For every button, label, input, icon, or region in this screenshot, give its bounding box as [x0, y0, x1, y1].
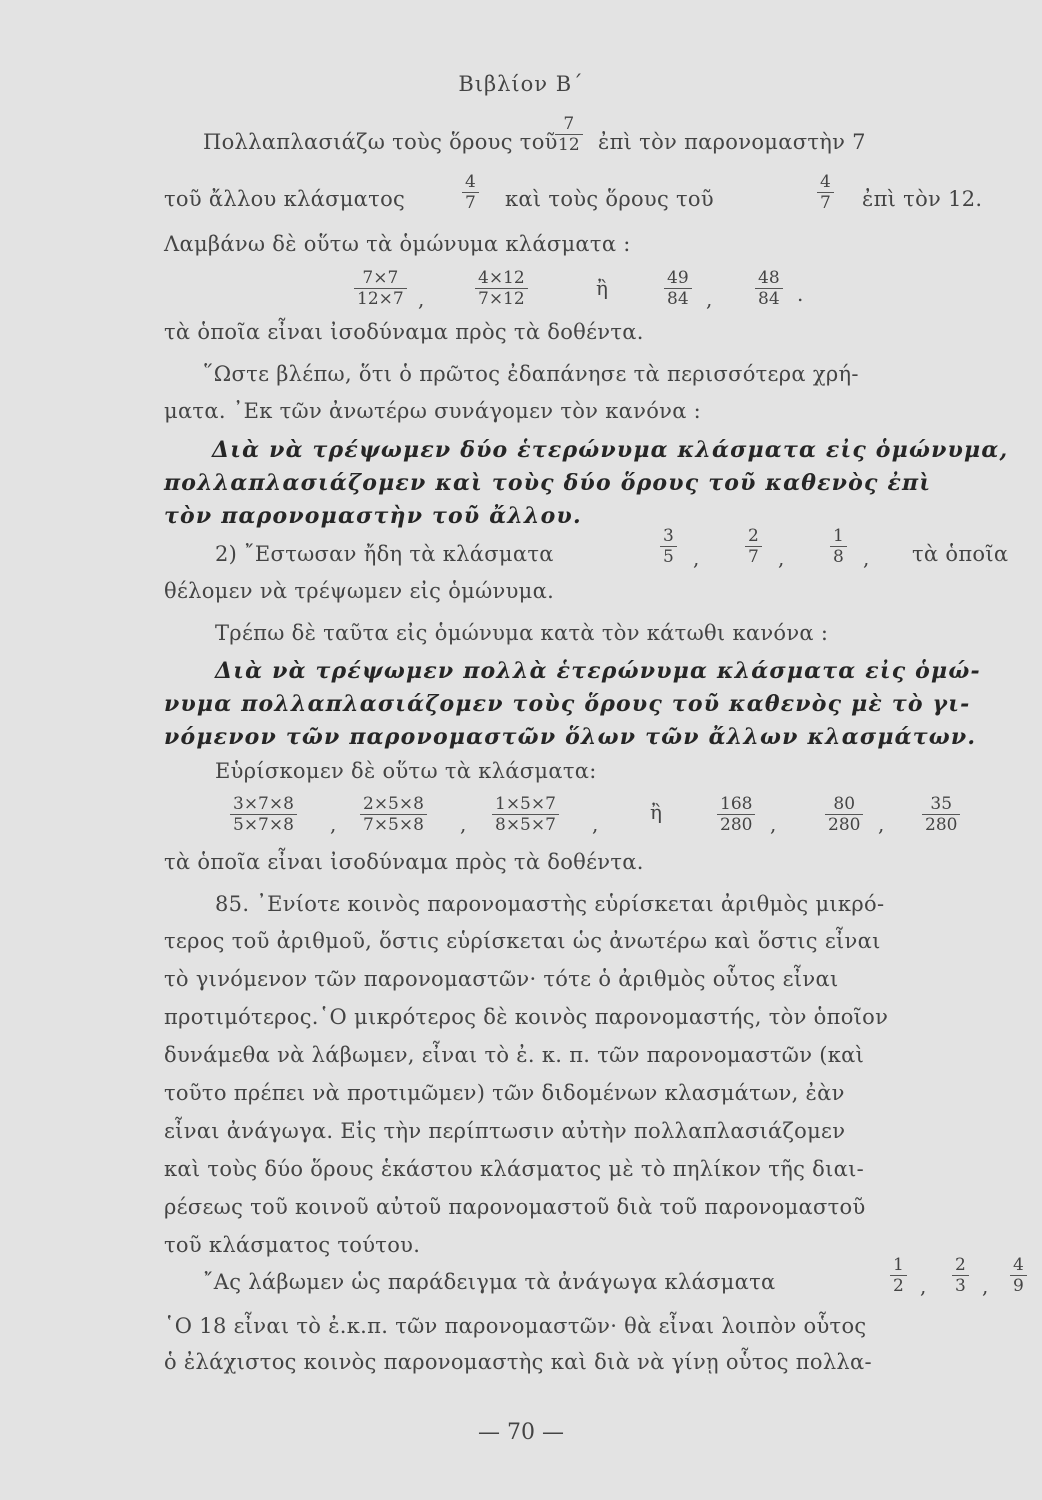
comma: ,: [878, 812, 885, 836]
text-line: τὰ ὁποῖα εἶναι ἰσοδύναμα πρὸς τὰ δοθέντα.: [164, 850, 644, 874]
text-line: τὰ ὁποῖα: [912, 542, 1009, 566]
paragraph-line: τὸ γινόμενον τῶν παρονομαστῶν· τότε ὁ ἀριθμὸς οὗτος εἶναι: [164, 967, 839, 991]
paragraph-line: 85. ᾽Ενίοτε κοινὸς παρονομαστὴς εὑρίσκεται ἀριθμὸς μικρό-: [215, 892, 885, 916]
fraction: $\frac{2}{3}$: [952, 1255, 969, 1296]
text-line: τοῦ ἄλλου κλάσματος: [164, 187, 406, 211]
or-symbol: ἢ: [650, 800, 662, 824]
comma: ,: [770, 812, 777, 836]
fraction: $\frac{2\times 5\times 8}{7\times 5\times 8}$: [360, 794, 427, 835]
text-line: ἐπὶ τὸν 12.: [862, 187, 983, 211]
comma: ,: [330, 812, 337, 836]
comma: ,: [863, 546, 870, 570]
fraction: $\frac{2}{7}$: [745, 526, 762, 567]
paragraph-line: προτιμότερος.῾Ο μικρότερος δὲ κοινὸς παρονομαστής, τὸν ὁποῖον: [164, 1005, 889, 1029]
text-line: Λαμβάνω δὲ οὕτω τὰ ὁμώνυμα κλάσματα :: [164, 232, 631, 256]
fraction: $\frac{1}{8}$: [830, 526, 847, 567]
fraction: $\frac{4}{7}$: [817, 172, 834, 213]
text-line: ἐπὶ τὸν παρονομαστὴν 7: [598, 130, 866, 154]
fraction: $\frac{168}{280}$: [717, 794, 755, 835]
fraction: $\frac{4}{9}$: [1010, 1255, 1027, 1296]
fraction: $\frac{49}{84}$: [664, 268, 692, 309]
or-symbol: ἢ: [596, 276, 608, 300]
comma: ,: [982, 1274, 989, 1298]
text-line: θέλομεν νὰ τρέψωμεν εἰς ὁμώνυμα.: [164, 579, 555, 603]
fraction: $\frac{3}{5}$: [660, 526, 677, 567]
text-line: 2) ῎Εστωσαν ἤδη τὰ κλάσματα: [215, 542, 554, 566]
fraction: $\frac{4\times 12}{7\times 12}$: [475, 268, 528, 309]
text-line: ῞Ωστε βλέπω, ὅτι ὁ πρῶτος ἐδαπάνησε τὰ περισσότερα χρή-: [203, 362, 859, 386]
rule-text: νόμενον τῶν παρονομαστῶν ὅλων τῶν ἄλλων κλασμάτων.: [164, 724, 977, 750]
paragraph-line: τερος τοῦ ἀριθμοῦ, ὅστις εὑρίσκεται ὡς ἀνωτέρω καὶ ὅστις εἶναι: [164, 929, 881, 953]
text-line: Τρέπω δὲ ταῦτα εἰς ὁμώνυμα κατὰ τὸν κάτωθι κανόνα :: [215, 621, 829, 645]
comma: ,: [460, 812, 467, 836]
paragraph-line: εἶναι ἀνάγωγα. Εἰς τὴν περίπτωσιν αὐτὴν πολλαπλασιάζομεν: [164, 1119, 846, 1143]
text-line: ματα. ᾽Εκ τῶν ἀνωτέρω συνάγομεν τὸν κανόνα :: [164, 399, 702, 423]
page-header: Βιβλίον Β΄: [458, 72, 584, 96]
paragraph-line: τοῦ κλάσματος τούτου.: [164, 1233, 421, 1257]
paragraph-line: τοῦτο πρέπει νὰ προτιμῶμεν) τῶν διδομένων κλασμάτων, ἐὰν: [164, 1081, 845, 1105]
fraction: $\frac{7\times 7}{12\times 7}$: [354, 268, 407, 309]
rule-text: πολλαπλασιάζομεν καὶ τοὺς δύο ὅρους τοῦ καθενὸς ἐπὶ: [164, 470, 932, 496]
text-line: καὶ τοὺς ὅρους τοῦ: [505, 187, 714, 211]
rule-text: νυμα πολλαπλασιάζομεν τοὺς ὅρους τοῦ καθενὸς μὲ τὸ γι-: [164, 691, 971, 717]
comma: ,: [592, 812, 599, 836]
text-line: τὰ ὁποῖα εἶναι ἰσοδύναμα πρὸς τὰ δοθέντα.: [164, 320, 644, 344]
paragraph-line: ὁ ἐλάχιστος κοινὸς παρονομαστὴς καὶ διὰ νὰ γίνῃ οὗτος πολλα-: [164, 1350, 872, 1374]
fraction: $\frac{7}{12}$: [555, 114, 583, 155]
fraction: $\frac{80}{280}$: [825, 794, 863, 835]
paragraph-line: καὶ τοὺς δύο ὅρους ἑκάστου κλάσματος μὲ τὸ πηλίκον τῆς διαι-: [164, 1157, 865, 1181]
comma: ,: [920, 1274, 927, 1298]
period: .: [797, 282, 804, 306]
fraction: $\frac{4}{7}$: [462, 172, 479, 213]
fraction: $\frac{35}{280}$: [922, 794, 960, 835]
comma: ,: [693, 546, 700, 570]
paragraph-line: ρέσεως τοῦ κοινοῦ αὐτοῦ παρονομαστοῦ διὰ τοῦ παρονομαστοῦ: [164, 1195, 866, 1219]
comma: ,: [418, 287, 425, 311]
paragraph-line: δυνάμεθα νὰ λάβωμεν, εἶναι τὸ ἐ. κ. π. τῶν παρονομαστῶν (καὶ: [164, 1043, 865, 1067]
fraction: $\frac{48}{84}$: [755, 268, 783, 309]
fraction: $\frac{1}{2}$: [890, 1255, 907, 1296]
rule-text: Διὰ νὰ τρέψωμεν πολλὰ ἑτερώνυμα κλάσματα εἰς ὁμώ-: [215, 658, 981, 684]
rule-text: Διὰ νὰ τρέψωμεν δύο ἑτερώνυμα κλάσματα εἰς ὁμώνυμα,: [212, 437, 1009, 463]
page-number: — 70 —: [478, 1420, 564, 1445]
fraction: $\frac{3\times 7\times 8}{5\times 7\times 8}$: [230, 794, 297, 835]
text-line: Εὑρίσκομεν δὲ οὕτω τὰ κλάσματα:: [215, 759, 597, 783]
text-line: Πολλαπλασιάζω τοὺς ὅρους τοῦ: [203, 130, 558, 154]
comma: ,: [778, 546, 785, 570]
paragraph-line: ῎Ας λάβωμεν ὡς παράδειγμα τὰ ἀνάγωγα κλάσματα: [203, 1270, 776, 1294]
paragraph-line: ῾Ο 18 εἶναι τὸ ἐ.κ.π. τῶν παρονομαστῶν· θὰ εἶναι λοιπὸν οὗτος: [164, 1314, 867, 1338]
fraction: $\frac{1\times 5\times 7}{8\times 5\times 7}$: [492, 794, 559, 835]
comma: ,: [706, 287, 713, 311]
rule-text: τὸν παρονομαστὴν τοῦ ἄλλου.: [164, 503, 582, 529]
